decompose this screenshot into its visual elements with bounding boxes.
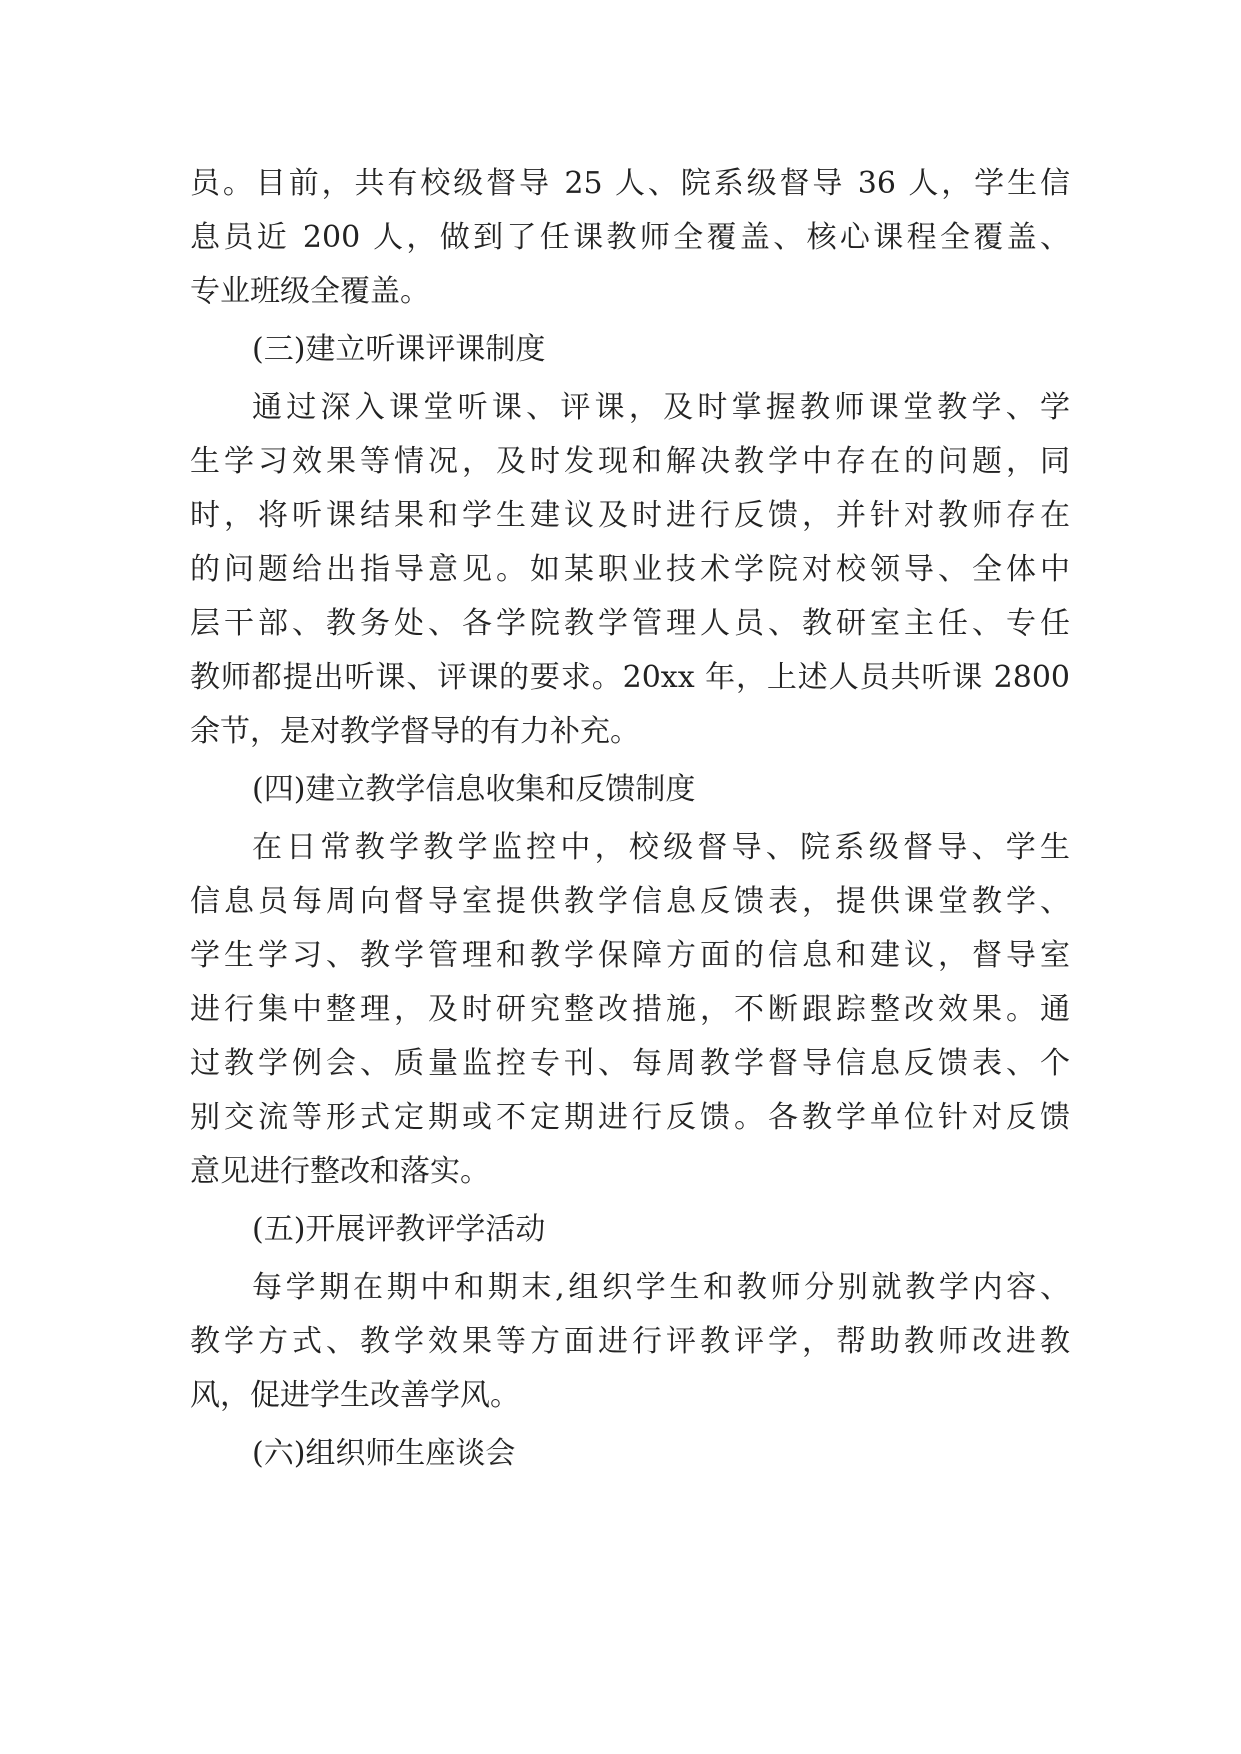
text-line: 通过深入课堂听课、评课，及时掌握教师课堂教学、学	[252, 390, 1070, 425]
document-body	[190, 157, 1070, 1485]
text-line: 息员近 200 人，做到了任课教师全覆盖、核心课程全覆盖、	[190, 220, 1070, 255]
section-heading: (四)建立教学信息收集和反馈制度	[252, 772, 696, 807]
body-paragraph	[190, 381, 1070, 759]
text-line: 时，将听课结果和学生建议及时进行反馈，并针对教师存在	[190, 498, 1070, 533]
text-line: 每学期在期中和期末,组织学生和教师分别就教学内容、	[252, 1270, 1070, 1305]
text-line: 学生学习、教学管理和教学保障方面的信息和建议，督导室	[190, 938, 1070, 973]
body-paragraph	[190, 1261, 1070, 1423]
text-line: 风，促进学生改善学风。	[190, 1378, 520, 1413]
section-heading: (三)建立听课评课制度	[252, 332, 546, 367]
text-line: 过教学例会、质量监控专刊、每周教学督导信息反馈表、个	[190, 1046, 1070, 1081]
text-line: 专业班级全覆盖。	[190, 274, 430, 309]
text-line: 员。目前，共有校级督导 25 人、院系级督导 36 人，学生信	[190, 166, 1070, 201]
text-line: 教师都提出听课、评课的要求。20xx 年，上述人员共听课 2800	[190, 660, 1070, 695]
text-line: 生学习效果等情况，及时发现和解决教学中存在的问题，同	[190, 444, 1070, 479]
text-line: 的问题给出指导意见。如某职业技术学院对校领导、全体中	[190, 552, 1070, 587]
section-heading: (五)开展评教评学活动	[252, 1212, 546, 1247]
text-line: 余节，是对教学督导的有力补充。	[190, 714, 640, 749]
text-line: 意见进行整改和落实。	[190, 1154, 490, 1189]
text-line: 在日常教学教学监控中，校级督导、院系级督导、学生	[252, 830, 1070, 865]
body-paragraph	[190, 821, 1070, 1199]
body-paragraph	[190, 157, 1070, 319]
section-heading: (六)组织师生座谈会	[252, 1436, 516, 1471]
text-line: 信息员每周向督导室提供教学信息反馈表，提供课堂教学、	[190, 884, 1070, 919]
text-line: 教学方式、教学效果等方面进行评教评学，帮助教师改进教	[190, 1324, 1070, 1359]
text-line: 进行集中整理，及时研究整改措施，不断跟踪整改效果。通	[190, 992, 1070, 1027]
text-line: 层干部、教务处、各学院教学管理人员、教研室主任、专任	[190, 606, 1070, 641]
text-line: 别交流等形式定期或不定期进行反馈。各教学单位针对反馈	[190, 1100, 1070, 1135]
